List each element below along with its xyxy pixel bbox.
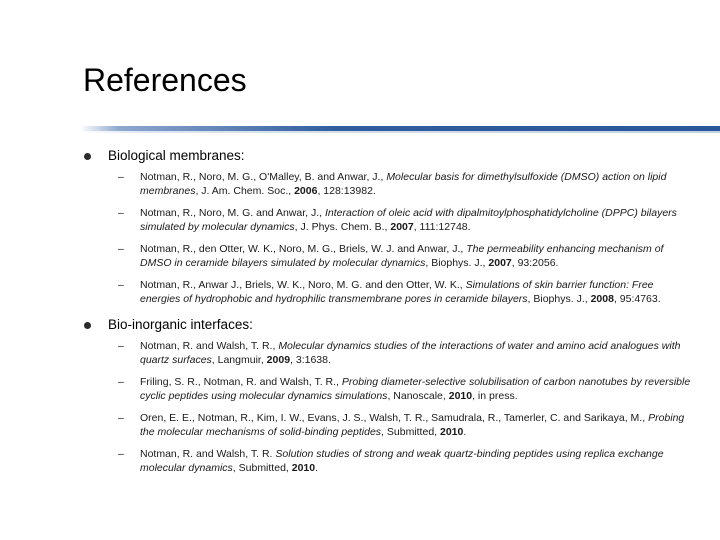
reference-authors: Friling, S. R., Notman, R. and Walsh, T. R., <box>140 376 342 388</box>
reference-year: 2009 <box>266 354 291 366</box>
reference-journal: , J. Am. Chem. Soc., <box>195 185 295 197</box>
section-heading <box>84 147 704 167</box>
reference-pages: . <box>315 462 319 474</box>
reference-title: The permeability enhancing mechanism of DMSO in ceramide bilayers simulated by molecular dynamics <box>140 243 664 269</box>
reference-journal: , Biophys. J., <box>425 257 489 269</box>
dash-icon: – <box>118 207 124 219</box>
reference-journal: , Nanoscale, <box>387 390 449 402</box>
reference-pages: , in press. <box>472 390 518 402</box>
reference-year: 2010 <box>440 426 464 438</box>
reference-year: 2007 <box>488 257 512 269</box>
reference-text <box>140 278 696 306</box>
reference-authors: Notman, R., Anwar J., Briels, W. K., Noro, M. G. and den Otter, W. K., <box>140 279 466 291</box>
reference-title: Molecular dynamics studies of the interactions of water and amino acid analogues with quartz surfaces <box>140 340 681 366</box>
reference-title: Molecular basis for dimethylsulfoxide (DMSO) action on lipid membranes <box>140 171 667 197</box>
reference-pages: , 128:13982. <box>317 185 376 197</box>
reference-text <box>140 339 696 367</box>
reference-pages: , 3:1638. <box>290 354 331 366</box>
reference-journal: , Submitted, <box>232 462 292 474</box>
reference-year: 2006 <box>294 185 318 197</box>
reference-year: 2010 <box>291 462 316 474</box>
reference-pages: , 93:2056. <box>511 257 559 269</box>
reference-authors: Notman, R. and Walsh, T. R. <box>140 448 276 460</box>
reference-text <box>140 375 696 403</box>
reference-text <box>140 242 696 270</box>
bullet-icon <box>84 153 91 160</box>
section-bio-inorganic-interfaces <box>84 316 704 474</box>
reference-pages: , 111:12748. <box>413 221 471 233</box>
dash-icon: – <box>118 448 124 460</box>
dash-icon: – <box>118 340 124 352</box>
page-title: References <box>83 62 247 98</box>
reference-authors: Oren, E. E., Notman, R., Kim, I. W., Evans, J. S., Walsh, T. R., Samudrala, R., Tamerler, C. and Sarikaya, M., <box>140 412 649 424</box>
dash-icon: – <box>118 376 124 388</box>
reference-journal: , Langmuir, <box>211 354 267 366</box>
title-divider-shadow <box>80 131 720 133</box>
dash-icon: – <box>118 412 124 424</box>
reference-authors: Notman, R. and Walsh, T. R., <box>140 340 279 352</box>
bullet-icon <box>84 322 91 329</box>
reference-year: 2007 <box>390 221 414 233</box>
section-label: Bio-inorganic interfaces: <box>108 317 253 332</box>
reference-pages: . <box>463 426 467 438</box>
reference-journal: , Submitted, <box>381 426 440 438</box>
reference-text <box>140 170 696 198</box>
reference-journal: , Biophys. J., <box>527 293 591 305</box>
reference-authors: Notman, R., Noro, M. G., O'Malley, B. and Anwar, J., <box>140 171 387 183</box>
section-label: Biological membranes: <box>108 148 245 163</box>
reference-year: 2010 <box>448 390 473 402</box>
reference-text <box>140 411 696 439</box>
dash-icon: – <box>118 279 124 291</box>
reference-title: Probing diameter-selective solubilisation of carbon nanotubes by reversible cyclic peptides using molecular dynamics simulations <box>140 376 691 402</box>
reference-text <box>140 206 696 234</box>
reference-title: Probing the molecular mechanisms of solid-binding peptides <box>140 412 685 438</box>
section-biological-membranes <box>84 147 704 305</box>
reference-title: Simulations of skin barrier function: Free energies of hydrophobic and hydrophilic transmembrane pores in ceramide bilayers <box>140 279 654 305</box>
reference-year: 2008 <box>590 293 614 305</box>
reference-text <box>140 447 696 475</box>
section-heading <box>84 316 704 336</box>
reference-authors: Notman, R., den Otter, W. K., Noro, M. G., Briels, W. J. and Anwar, J., <box>140 243 467 255</box>
dash-icon: – <box>118 243 124 255</box>
reference-title: Solution studies of strong and weak quartz-binding peptides using replica exchange molecular dynamics <box>140 448 664 474</box>
reference-authors: Notman, R., Noro, M. G. and Anwar, J., <box>140 207 325 219</box>
reference-journal: , J. Phys. Chem. B., <box>294 221 391 233</box>
dash-icon: – <box>118 171 124 183</box>
reference-title: Interaction of oleic acid with dipalmitoylphosphatidylcholine (DPPC) bilayers simulated by molecular dynamics <box>140 207 677 233</box>
reference-pages: , 95:4763. <box>613 293 661 305</box>
